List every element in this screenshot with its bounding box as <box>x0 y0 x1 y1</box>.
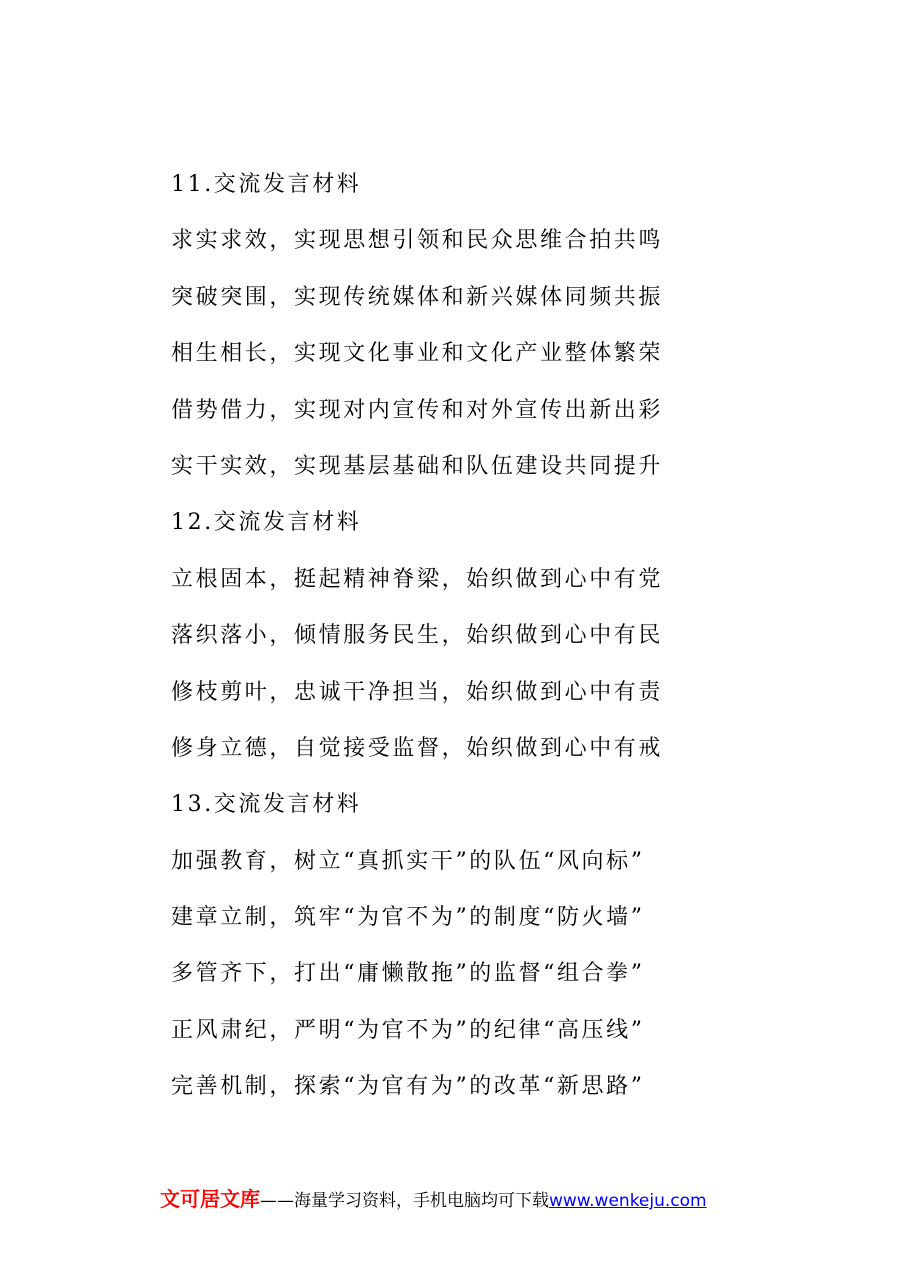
text-line: 多管齐下，打出“庸懒散拖”的监督“组合拳” <box>171 961 645 987</box>
text-line: 正风肃纪，严明“为官不为”的纪律“高压线” <box>171 1017 645 1043</box>
brand-name: 文可居文库 <box>160 1187 260 1211</box>
text-line: 修身立德，自觉接受监督，始织做到心中有戒 <box>171 735 664 761</box>
text-line: 相生相长，实现文化事业和文化产业整体繁荣 <box>171 341 664 367</box>
section-heading: 13.交流发言材料 <box>171 792 362 818</box>
text-line: 实干实效，实现基层基础和队伍建设共同提升 <box>171 453 664 479</box>
text-line: 完善机制，探索“为官有为”的改革“新思路” <box>171 1074 645 1100</box>
document-body <box>171 166 691 1125</box>
text-line: 求实求效，实现思想引领和民众思维合拍共鸣 <box>171 228 664 254</box>
text-line: 立根固本，挺起精神脊梁，始织做到心中有党 <box>171 566 664 592</box>
footer-banner <box>160 1183 800 1213</box>
text-line: 修枝剪叶，忠诚干净担当，始织做到心中有责 <box>171 679 664 705</box>
section-heading: 12.交流发言材料 <box>171 510 362 536</box>
section-heading: 11.交流发言材料 <box>171 172 362 197</box>
text-line: 建章立制，筑牢“为官不为”的制度“防火墙” <box>171 905 645 931</box>
footer-tagline: ——海量学习资料，手机电脑均可下载 <box>260 1191 549 1211</box>
text-line: 加强教育，树立“真抓实干”的队伍“风向标” <box>171 848 645 874</box>
text-line: 借势借力，实现对内宣传和对外宣传出新出彩 <box>171 397 664 423</box>
text-line: 突破突围，实现传统媒体和新兴媒体同频共振 <box>171 284 664 310</box>
text-line: 落织落小，倾情服务民生，始织做到心中有民 <box>171 623 664 649</box>
website-link[interactable]: www.wenkeju.com <box>549 1191 707 1211</box>
